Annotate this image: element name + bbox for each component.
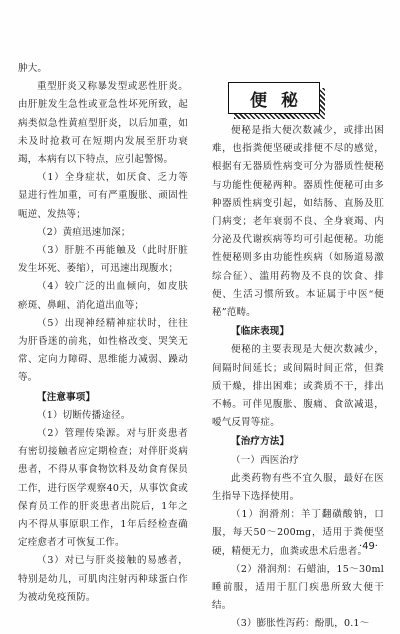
paragraph: （2）滑润剂：石蜡油，15～30ml睡前服，适用于肛门疾患所致大便干结。 [212, 563, 384, 612]
paragraph: （3）膨胀性泻药：酚肌，0.1～ [231, 618, 370, 630]
paragraph: （5）出现神经精神症状时，往往为肝昏迷的前兆，如性格改变、哭笑无常、定向力障碍、思维能力减弱、躁动等。 [18, 317, 188, 384]
paragraph: （3）肝脏不再能触及（此时肝脏发生坏死、萎缩），可迅速出现腹水； [18, 245, 188, 275]
paragraph: （1）润滑剂：羊丁翻磺酸钠，口服，每天50～200mg，适用于粪便坚硬，精便无力，血粪或患术后患者。 [212, 509, 384, 557]
paragraph: 便秘是指大便次数减少，或排出困难，也指粪便坚硬或排便不尽的感觉，根据有无器质性病变可分为器质性便秘与功能性便秘两种。器质性便秘可由多种器质性病变引起，如结肠、直肠及肛门病变；老年衰弱不良、全身衰竭、内分泌及代谢疾病等均可引起便秘。功能性便秘则多由功能性疾病（如肠道易激综合征）、滥用药物及不良的饮食、排便、生活习惯所致。本证属于中医“便秘”范畴。 [212, 125, 384, 319]
notice-heading: 【注意事项】 [37, 391, 96, 403]
section-title: 便秘 [250, 90, 312, 111]
paragraph: （1）全身症状，如厌食、乏力等显进行性加重，可有严重腹胀、顽固性呃逆、发热等； [18, 172, 188, 220]
clinical-heading: 【临床表现】 [231, 326, 290, 338]
paragraph: （1）切断传播途径。 [37, 409, 131, 421]
paragraph: （2）黄疸迅速加深； [37, 226, 131, 238]
treatment-heading: 【治疗方法】 [231, 436, 290, 448]
paragraph: （4）较广泛的出血倾向，如皮肤瘀斑、鼻衄、消化道出血等； [18, 281, 188, 311]
lead-text: 肿大。 [18, 63, 48, 74]
right-column [212, 122, 384, 634]
left-column [18, 60, 188, 607]
page-number: ·49· [358, 541, 378, 552]
section-title-box [228, 82, 320, 114]
paragraph: 重型肝炎又称暴发型或恶性肝炎。由肝脏发生急性或亚急性坏死所致，起病类似急性黄疸型肝炎，以后加重，如未及时抢救可在短期内发展至肝功衰竭，本病有以下特点，应引起警惕。 [18, 81, 188, 166]
paragraph: （3）对已与肝炎接触的易感者，特别是幼儿，可肌肉注射丙种球蛋白作为被动免疫预防。 [18, 555, 188, 603]
paragraph: 此类药物有些不宜久服，最好在医生指导下选择使用。 [212, 472, 384, 503]
treatment-subheading: （一）西医治疗 [231, 454, 299, 466]
paragraph: 便秘的主要表现是大便次数减少，间隔时间延长；或间隔时间正常，但粪质干燥，排出困难；或粪质不干，排出不畅。可伴见腹胀、腹痛、食欲减退，嗳气反胃等症。 [212, 344, 384, 429]
paragraph: （2）管理传染源。对与肝炎患者有密切接触者应定期检查；对伴肝炎病患者，不得从事食物饮料及幼食育保员工作，进行医学观察40天，从事饮食或保育员工作的肝炎患者出院后，1年之内不得从事原职工作，1年后经检查确定痊愈者才可恢复工作。 [18, 428, 188, 549]
